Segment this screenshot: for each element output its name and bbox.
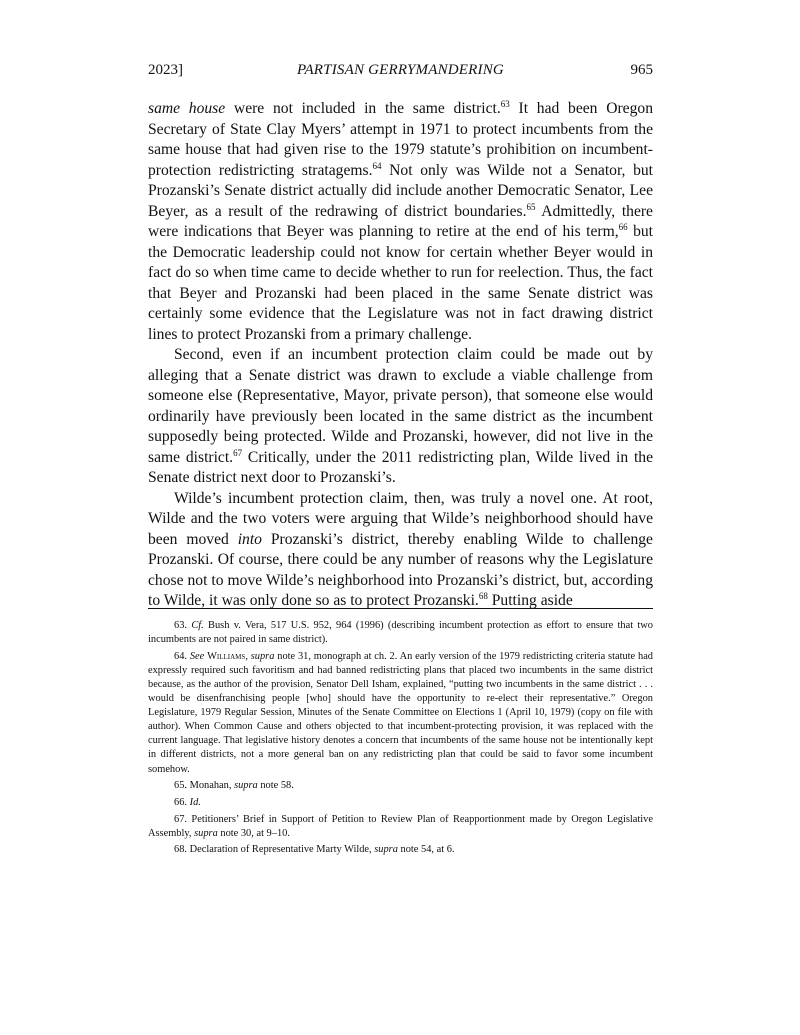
footnote-ref-66[interactable]: 66 [618, 222, 628, 232]
footnote-ref-65[interactable]: 65 [526, 201, 536, 212]
footnote-ref-64[interactable]: 64 [372, 160, 382, 171]
footnote-ref-67[interactable]: 67 [233, 447, 243, 458]
footnote-ref-68[interactable]: 68 [478, 591, 488, 601]
footnote-65: 65. Monahan, supra note 58. [174, 780, 294, 792]
running-header [148, 62, 653, 82]
paragraph-3: Wilde’s incumbent protection claim, then, was truly a novel one. At root, Wilde and the two voters were arguing that Wilde’s neighborhood should have been moved into Prozanski’s district, thereby enabling Wilde to challenge Prozanski. Of course, there could be any number of reasons why the Legislature chose not to move Wilde’s neighborhood into Prozanski’s district, but, according to Wilde, it was only done so as to protect Prozanski.$^{68}$ Putting aside [148, 489, 653, 609]
footnote-ref-63[interactable]: 63 [500, 99, 510, 109]
header-year: 2023] [148, 62, 183, 78]
page-number: 965 [630, 62, 653, 78]
paragraph-1: same house were not included in the same district.$^{63}$ It had been Oregon Secretary of State Clay Myers’ attempt in 1971 to protect incumbents from the same house that had given rise to the 1979 statute’s prohibition on incumbent-protection redistricting stratagems.$^{64}$ Not only was Wilde not a Senator, but Prozanski’s Senate district actually did include another Democratic Senator, Lee Beyer, as a result of the redrawing of district boundaries.$^{65}$ Admittedly, there were indications that Beyer was planning to retire at the end of his term,$^{66}$ but the Democratic leadership could not know for certain whether Beyer would in fact do so when time came to decide whether to run for reelection. Thus, the fact that Beyer and Prozanski had been placed in the same Senate district was certainly some evidence that the Legislature was not in fact drawing district lines to protect Prozanski from a primary challenge. [148, 99, 654, 343]
footnote-67: 67. Petitioners’ Brief in Support of Petition to Review Plan of Reapportionment made by Oregon Legislative Assembly, supra note 30, at 9–10. [148, 813, 653, 839]
paragraph-2: Second, even if an incumbent protection claim could be made out by alleging that a Senate district was drawn to exclude a viable challenge from someone else (Representative, Mayor, private person), that someone else would ordinarily have previously been located in the same district as the incumbent supposedly being protected. Wilde and Prozanski, however, did not live in the same district.$^{67}$ Critically, under the 2011 redistricting plan, Wilde lived in the Senate district next door to Prozanski’s. [148, 346, 653, 486]
footnote-64: 64. See Williams, supra note 31, monograph at ch. 2. An early version of the 1979 redistricting criteria statute had expressly required such favoritism and had banned redistricting plans that placed two incumbents in the same district because, as the author of the provision, Senator Dell Isham, explained, “putting two incumbents in the same district . . . would be disenfranchising people [who] should have the opportunity to re-elect their representative.” Oregon Legislature, 1979 Regular Session, Minutes of the Senate Committee on Elections 1 (April 10, 1979) (copy on file with author). When Common Cause and others objected to that incumbent-protecting provision, it was replaced with the current language. That legislative history denotes a concern that incumbents of the same house not be intentionally kept in different districts, not a more general ban on any redistricting plan that could be said to favor some incumbent somehow. [148, 650, 653, 775]
footnote-66: 66. Id. [174, 796, 201, 808]
footnote-68: 68. Declaration of Representative Marty Wilde, supra note 54, at 6. [174, 844, 455, 856]
header-title: PARTISAN GERRYMANDERING [297, 62, 504, 78]
body-text [148, 99, 653, 612]
footnote-divider [148, 608, 653, 609]
footnotes [148, 619, 653, 860]
footnote-63: 63. Cf. Bush v. Vera, 517 U.S. 952, 964 (1996) (describing incumbent protection as effort to ensure that two incumbents are not paired in same district). [148, 620, 653, 646]
